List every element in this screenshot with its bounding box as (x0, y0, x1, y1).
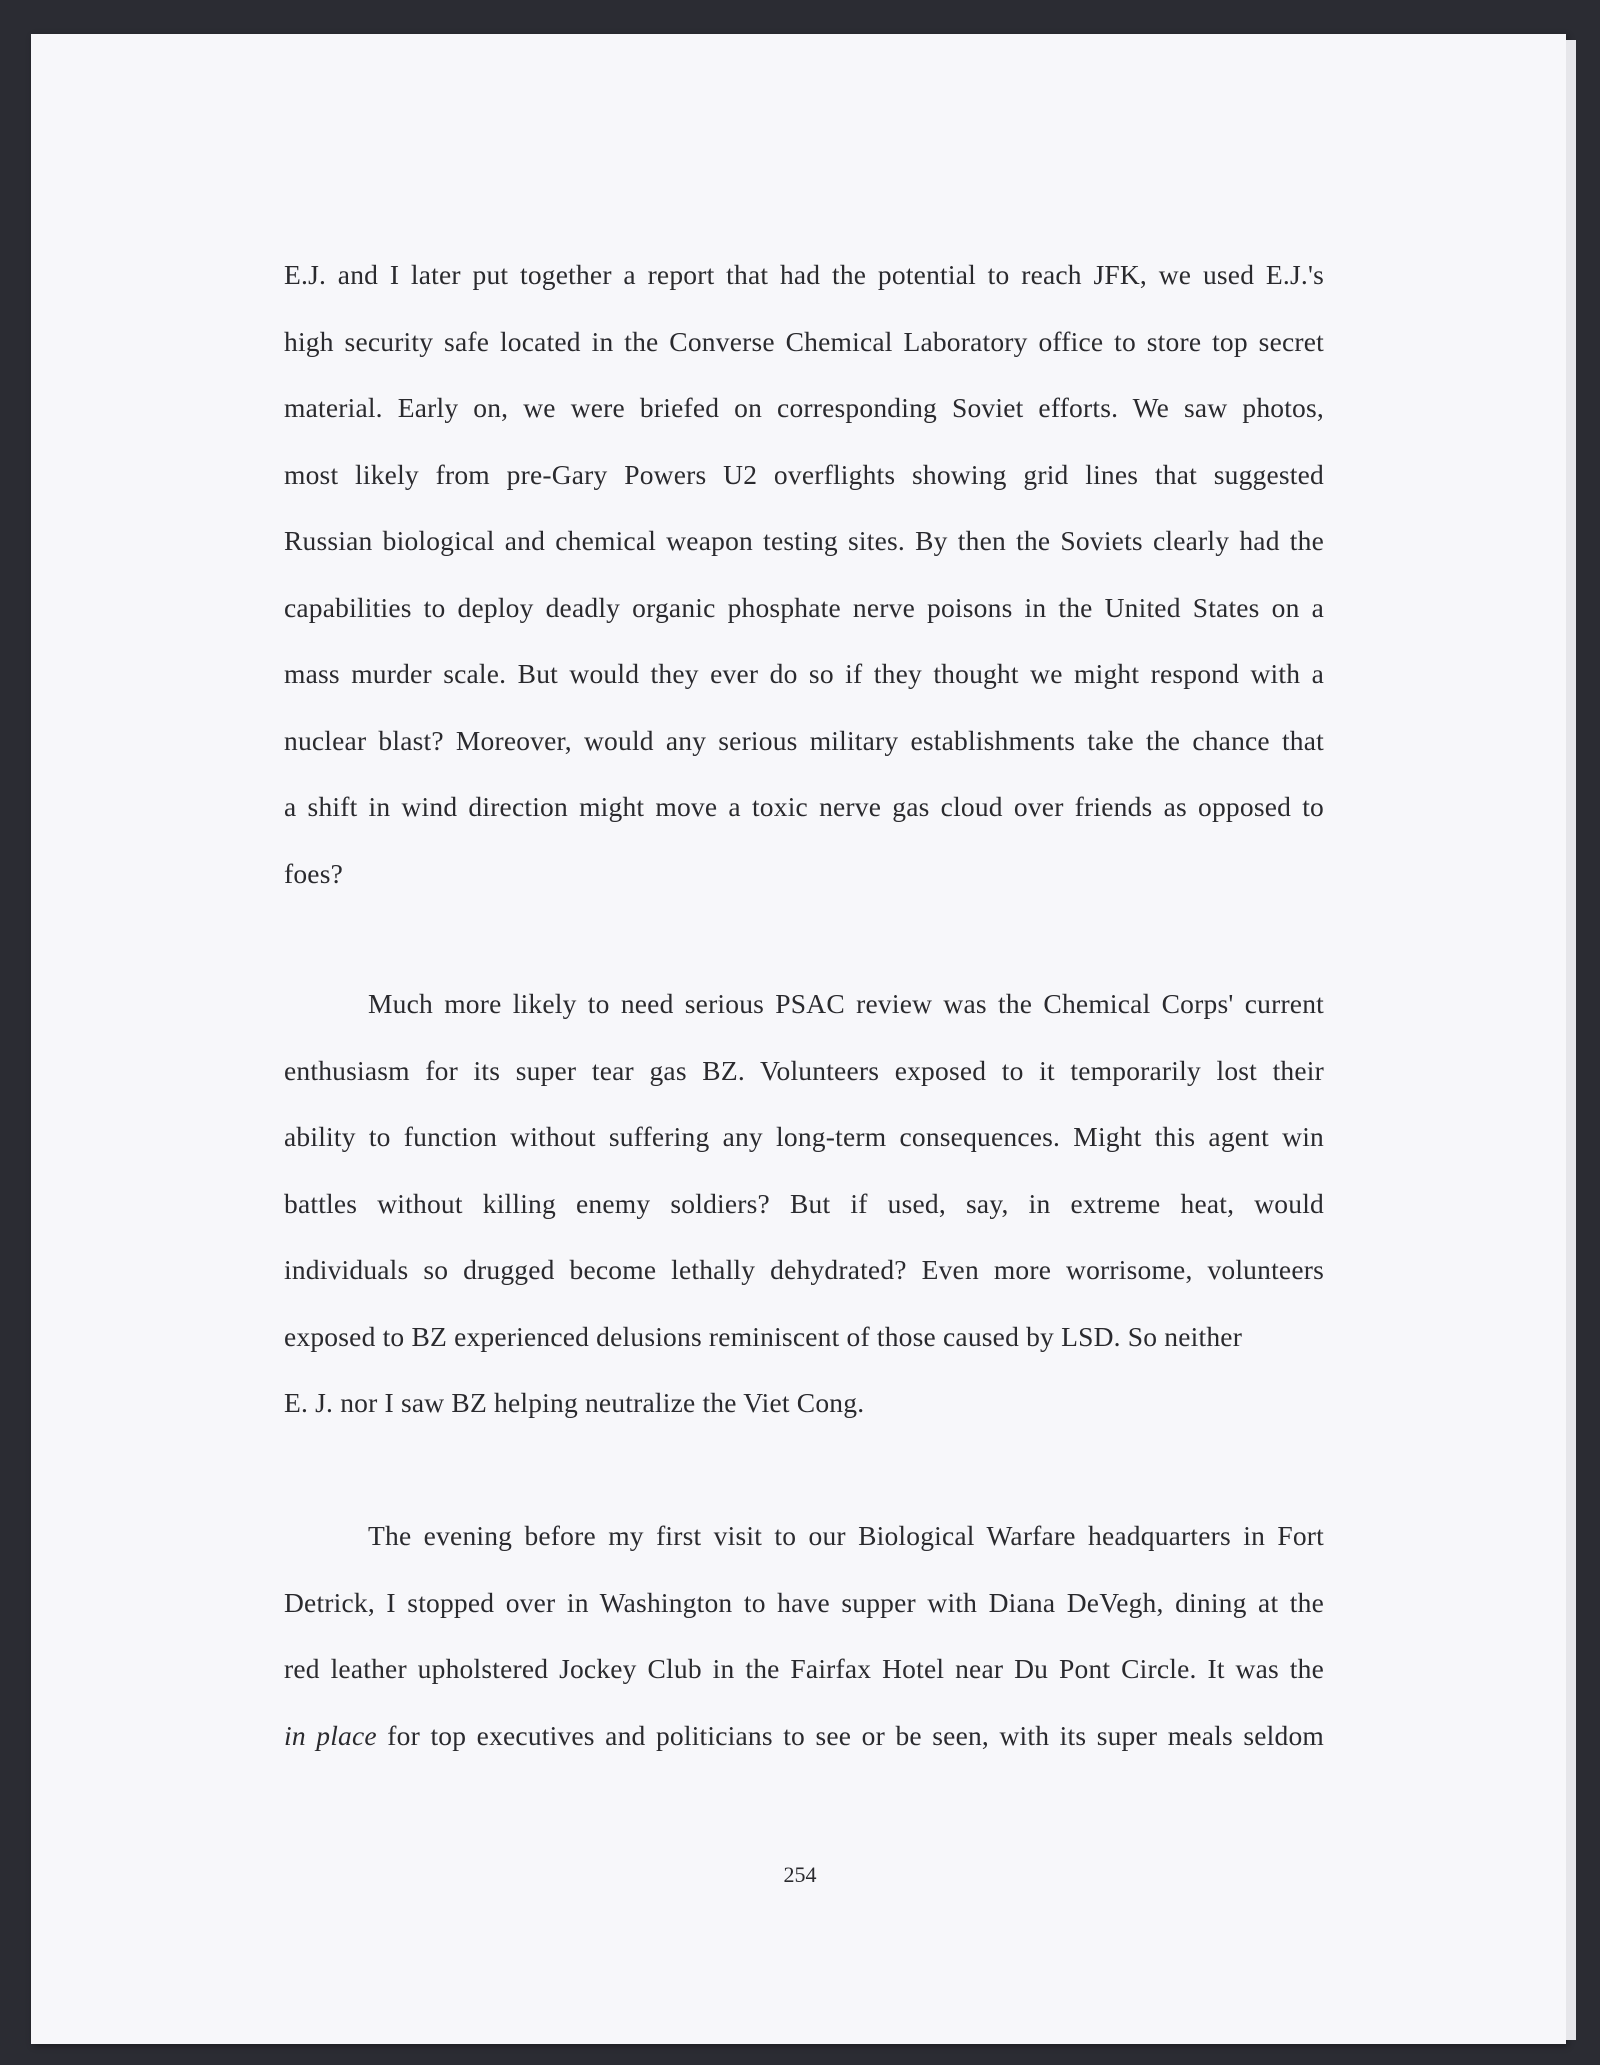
paragraph-2 (284, 971, 1324, 1437)
italic-phrase: in place (284, 1719, 377, 1751)
text-line: E. J. nor I saw BZ helping neutralize the Viet Cong. (284, 1387, 865, 1418)
text-line-mixed (284, 1703, 1324, 1770)
text-line: high security safe located in the Converse Chemical Laboratory office to store top secret (284, 325, 1324, 357)
text-line: individuals so drugged become lethally dehydrated? Even more worrisome, volunteers (284, 1254, 1324, 1285)
text-line: foes? (284, 857, 344, 889)
text-line: enthusiasm for its super tear gas BZ. Volunteers exposed to it temporarily lost their (284, 1054, 1324, 1086)
page-number: 254 (783, 1862, 817, 1887)
text-line: exposed to BZ experienced delusions reminiscent of those caused by LSD. So neither (284, 1320, 1243, 1352)
text-line: capabilities to deploy deadly organic phosphate nerve poisons in the United States on a (284, 591, 1324, 623)
text-line: a shift in wind direction might move a toxic nerve gas cloud over friends as opposed to (284, 791, 1324, 822)
paragraph-3 (284, 1503, 1324, 1769)
text-line: Detrick, I stopped over in Washington to have supper with Diana DeVegh, dining at the (284, 1586, 1324, 1618)
text-line: E.J. and I later put together a report that had the potential to reach JFK, we used E.J.'s (284, 259, 1324, 290)
text-line: Much more likely to need serious PSAC review was the Chemical Corps' current (368, 988, 1324, 1019)
text-line: nuclear blast? Moreover, would any serious military establishments take the chance that (284, 724, 1324, 756)
text-line: red leather upholstered Jockey Club in the Fairfax Hotel near Du Pont Circle. It was the (284, 1653, 1324, 1684)
paragraph-1 (284, 242, 1324, 907)
page-edge (1566, 40, 1576, 2040)
text-line: most likely from pre-Gary Powers U2 overflights showing grid lines that suggested (284, 458, 1324, 490)
text-line: material. Early on, we were briefed on corresponding Soviet efforts. We saw photos, (284, 392, 1324, 423)
text-line: mass murder scale. But would they ever do so if they thought we might respond with a (284, 658, 1324, 689)
text-line: The evening before my first visit to our Biological Warfare headquarters in Fort (368, 1520, 1324, 1551)
text-line: ability to function without suffering any long-term consequences. Might this agent win (284, 1121, 1324, 1152)
text-line: battles without killing enemy soldiers? But if used, say, in extreme heat, would (284, 1187, 1324, 1219)
text-line-rest: for top executives and politicians to see or be seen, with its super meals seldom (376, 1719, 1325, 1751)
text-line: Russian biological and chemical weapon testing sites. By then the Soviets clearly had the (284, 525, 1324, 556)
